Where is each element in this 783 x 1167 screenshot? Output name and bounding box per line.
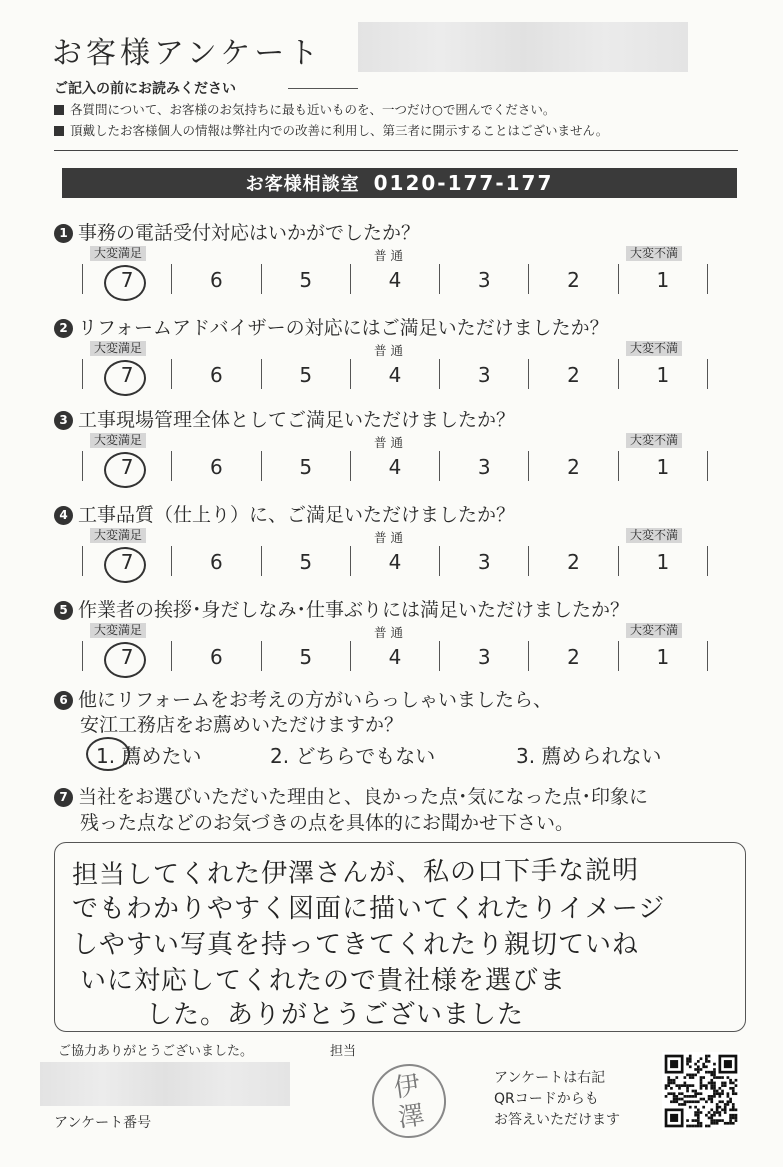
rating-option-2[interactable]: 2 (528, 546, 617, 576)
qr-code-icon[interactable] (662, 1052, 740, 1130)
handwriting-line-2: でもわかりやすく図面に描いてくれたりイメージ (72, 894, 666, 924)
rating-option-3[interactable]: 3 (439, 451, 528, 481)
question-5 (54, 595, 629, 622)
rating-option-6[interactable]: 6 (171, 359, 260, 389)
label-average: 普 通 (374, 343, 403, 358)
label-very-satisfied: 大変満足 (90, 528, 146, 543)
thanks-text: ご協力ありがとうございました。 (58, 1044, 254, 1059)
rating-option-4[interactable]: 4 (350, 641, 439, 671)
question-text: 他にリフォームをお考えの方がいらっしゃいましたら、 (78, 689, 553, 711)
option-2[interactable]: 2. どちらでもない (270, 744, 436, 768)
survey-number-label: アンケート番号 (54, 1115, 152, 1131)
question-text: 工事現場管理全体としてご満足いただけましたか？ (78, 409, 516, 431)
question-number-badge: 5 (54, 601, 73, 620)
rating-scale (82, 546, 708, 576)
label-very-satisfied: 大変満足 (90, 341, 146, 356)
phone-number: 0120-177-177 (373, 171, 554, 195)
rating-option-7[interactable]: 7 (82, 546, 171, 576)
rating-option-7[interactable]: 7 (82, 264, 171, 294)
question-number-badge: 7 (54, 788, 73, 807)
answer-circle (104, 360, 146, 396)
rating-option-7[interactable]: 7 (82, 641, 171, 671)
question-7 (54, 782, 648, 809)
page-title: お客様アンケート (52, 36, 323, 71)
rating-option-1[interactable]: 1 (618, 641, 708, 671)
rating-option-5[interactable]: 5 (261, 264, 350, 294)
note-1: 各質問について、お客様のお気持ちに最も近いものを、一つだけ○で囲んでください。 (54, 100, 555, 118)
rating-scale (82, 359, 708, 389)
label-very-satisfied: 大変満足 (90, 433, 146, 448)
handwriting-line-5: した。ありがとうございました (146, 1000, 525, 1030)
label-average: 普 通 (374, 435, 403, 450)
rating-option-4[interactable]: 4 (350, 264, 439, 294)
handwriting-line-4: いに対応してくれたので貴社様を選びま (80, 966, 567, 996)
question-4 (54, 500, 515, 527)
question-text: 当社をお選びいただいた理由と、良かった点･気になった点･印象に (78, 786, 649, 808)
label-very-dissatisfied: 大変不満 (626, 246, 682, 261)
rating-option-6[interactable]: 6 (171, 264, 260, 294)
rating-option-2[interactable]: 2 (528, 641, 617, 671)
question-text: 事務の電話受付対応はいかがでしたか？ (78, 222, 421, 244)
qr-note: アンケートは右記 QRコードからも お答えいただけます (494, 1070, 620, 1128)
question-6-line-2: 安江工務店をお薦めいただけますか？ (80, 714, 404, 736)
question-number-badge: 6 (54, 691, 73, 710)
rating-option-3[interactable]: 3 (439, 359, 528, 389)
option-1[interactable]: 1. 薦めたい (96, 744, 202, 768)
rating-scale (82, 451, 708, 481)
question-2 (54, 313, 609, 340)
answer-circle (104, 265, 146, 301)
rating-option-3[interactable]: 3 (439, 546, 528, 576)
note-2: 頂戴したお客様個人の情報は弊社内での改善に利用し、第三者に開示することはございません。 (54, 121, 608, 139)
staff-label: 担当 (330, 1044, 357, 1059)
question-number-badge: 4 (54, 506, 73, 525)
bullet-square-icon (54, 105, 64, 115)
label-very-dissatisfied: 大変不満 (626, 623, 682, 638)
rating-option-5[interactable]: 5 (261, 451, 350, 481)
label-very-satisfied: 大変満足 (90, 623, 146, 638)
label-very-dissatisfied: 大変不満 (626, 433, 682, 448)
rating-option-1[interactable]: 1 (618, 546, 708, 576)
rating-option-3[interactable]: 3 (439, 264, 528, 294)
rating-option-2[interactable]: 2 (528, 359, 617, 389)
banner-label: お客様相談室 (245, 174, 360, 195)
rating-option-4[interactable]: 4 (350, 546, 439, 576)
rating-option-1[interactable]: 1 (618, 451, 708, 481)
label-very-dissatisfied: 大変不満 (626, 341, 682, 356)
redacted-name (358, 22, 688, 72)
name-seal-stamp: 伊 澤 (367, 1059, 451, 1143)
rating-option-4[interactable]: 4 (350, 451, 439, 481)
rating-option-4[interactable]: 4 (350, 359, 439, 389)
rating-option-2[interactable]: 2 (528, 451, 617, 481)
rating-option-5[interactable]: 5 (261, 546, 350, 576)
rating-option-7[interactable]: 7 (82, 451, 171, 481)
question-number-badge: 1 (54, 224, 73, 243)
handwriting-line-3: しやすい写真を持ってきてくれたり親切ていね (72, 930, 640, 960)
rating-option-3[interactable]: 3 (439, 641, 528, 671)
handwriting-line-1: 担当してくれた伊澤さんが、私の口下手な説明 (71, 855, 640, 891)
rating-option-6[interactable]: 6 (171, 641, 260, 671)
answer-circle (104, 642, 146, 678)
question-text: 工事品質（仕上り）に、ご満足いただけましたか？ (78, 504, 516, 526)
option-3[interactable]: 3. 薦められない (516, 744, 662, 768)
question-1 (54, 218, 420, 245)
consultation-banner (62, 168, 737, 198)
label-average: 普 通 (374, 248, 403, 263)
question-7-line-2: 残った点などのお気づきの点を具体的にお聞かせ下さい。 (80, 812, 575, 834)
question-number-badge: 2 (54, 319, 73, 338)
redacted-survey-number (40, 1062, 290, 1106)
label-very-satisfied: 大変満足 (90, 246, 146, 261)
question-text: リフォームアドバイザーの対応にはご満足いただけましたか？ (78, 317, 609, 339)
label-very-dissatisfied: 大変不満 (626, 528, 682, 543)
label-average: 普 通 (374, 625, 403, 640)
rating-scale (82, 641, 708, 671)
read-first-heading: ご記入の前にお読みください (54, 81, 236, 97)
divider (288, 88, 358, 89)
rating-option-2[interactable]: 2 (528, 264, 617, 294)
rating-option-6[interactable]: 6 (171, 451, 260, 481)
rating-scale (82, 264, 708, 294)
rating-option-1[interactable]: 1 (618, 264, 708, 294)
label-average: 普 通 (374, 530, 403, 545)
rating-option-5[interactable]: 5 (261, 641, 350, 671)
question-text: 作業者の挨拶･身だしなみ･仕事ぶりには満足いただけましたか？ (78, 599, 630, 621)
question-3 (54, 405, 515, 432)
divider (54, 150, 738, 151)
rating-option-7[interactable]: 7 (82, 359, 171, 389)
bullet-square-icon (54, 126, 64, 136)
answer-circle (104, 452, 146, 488)
question-6 (54, 685, 552, 712)
rating-option-6[interactable]: 6 (171, 546, 260, 576)
rating-option-5[interactable]: 5 (261, 359, 350, 389)
rating-option-1[interactable]: 1 (618, 359, 708, 389)
question-number-badge: 3 (54, 411, 73, 430)
answer-circle (104, 547, 146, 583)
